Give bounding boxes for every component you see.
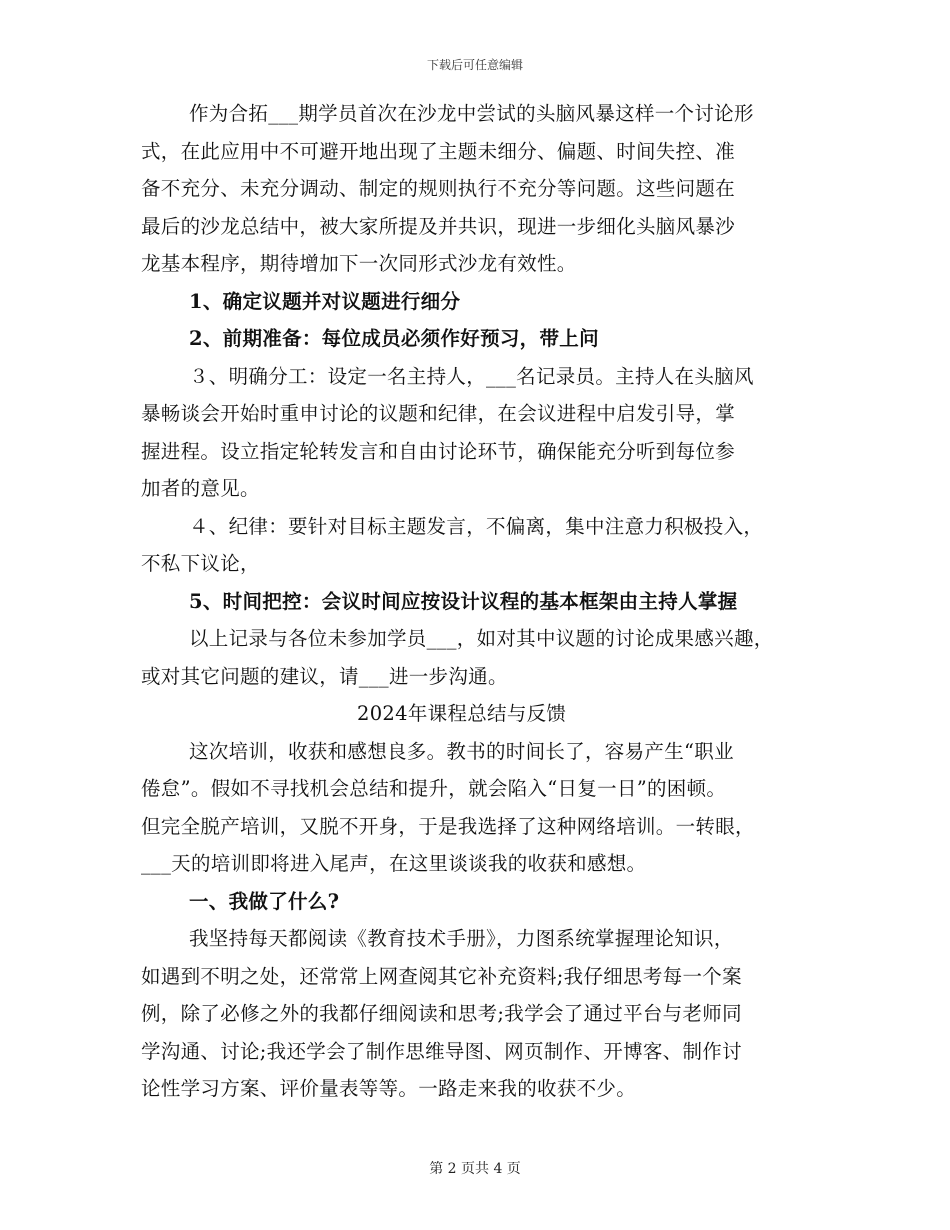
text-line: 加者的意见。 bbox=[141, 477, 260, 500]
text-line: 这次培训，收获和感想良多。教书的时间长了，容易产生“职业 bbox=[189, 740, 734, 763]
heading-line: 一、我做了什么? bbox=[189, 890, 340, 913]
text-line: ３、明确分工：设定一名主持人，___名记录员。主持人在头脑风 bbox=[189, 365, 754, 388]
text-line: 如遇到不明之处，还常常上网查阅其它补充资料;我仔细思考每一个案 bbox=[141, 965, 742, 988]
text-line: ___天的培训即将进入尾声，在这里谈谈我的收获和感想。 bbox=[141, 852, 647, 875]
heading-line: 2、前期准备：每位成员必须作好预习，带上问 bbox=[189, 327, 599, 350]
page-footer: 第 2 页共 4 页 bbox=[429, 1161, 521, 1177]
text-line: 论性学习方案、评价量表等等。一路走来我的收获不少。 bbox=[141, 1077, 637, 1100]
text-line: 作为合拓___期学员首次在沙龙中尝试的头脑风暴这样一个讨论形 bbox=[189, 102, 754, 125]
text-line: 2024年课程总结与反馈 bbox=[357, 702, 567, 725]
text-line: 备不充分、未充分调动、制定的规则执行不充分等问题。这些问题在 bbox=[141, 177, 736, 200]
text-line: 以上记录与各位未参加学员___，如对其中议题的讨论成果感兴趣， bbox=[189, 627, 774, 650]
text-line: 暴畅谈会开始时重申讨论的议题和纪律，在会议进程中启发引导，掌 bbox=[141, 402, 736, 425]
page-header: 下载后可任意编辑 bbox=[426, 58, 523, 72]
text-line: 但完全脱产培训，又脱不开身，于是我选择了这种网络培训。一转眼， bbox=[141, 815, 755, 838]
text-line: 或对其它问题的建议，请___进一步沟通。 bbox=[141, 665, 508, 688]
text-line: 不私下议论， bbox=[141, 552, 260, 575]
text-line: ４、纪律：要针对目标主题发言，不偏离，集中注意力积极投入， bbox=[189, 515, 764, 538]
text-line: 倦怠”。假如不寻找机会总结和提升，就会陷入“日复一日”的困顿。 bbox=[141, 777, 727, 800]
heading-line: 5、时间把控：会议时间应按设计议程的基本框架由主持人掌握 bbox=[189, 590, 738, 613]
text-line: 例，除了必修之外的我都仔细阅读和思考;我学会了通过平台与老师同 bbox=[141, 1002, 742, 1025]
text-line: 式，在此应用中不可避开地出现了主题未细分、偏题、时间失控、准 bbox=[141, 140, 736, 163]
text-line: 握进程。设立指定轮转发言和自由讨论环节，确保能充分听到每位参 bbox=[141, 440, 736, 463]
text-line: 龙基本程序，期待增加下一次同形式沙龙有效性。 bbox=[141, 252, 577, 275]
text-line: 学沟通、讨论;我还学会了制作思维导图、网页制作、开博客、制作讨 bbox=[141, 1040, 742, 1063]
text-line: 最后的沙龙总结中，被大家所提及并共识，现进一步细化头脑风暴沙 bbox=[141, 215, 736, 238]
text-line: 我坚持每天都阅读《教育技术手册》，力图系统掌握理论知识， bbox=[189, 927, 734, 950]
heading-line: 1、确定议题并对议题进行细分 bbox=[189, 290, 461, 313]
